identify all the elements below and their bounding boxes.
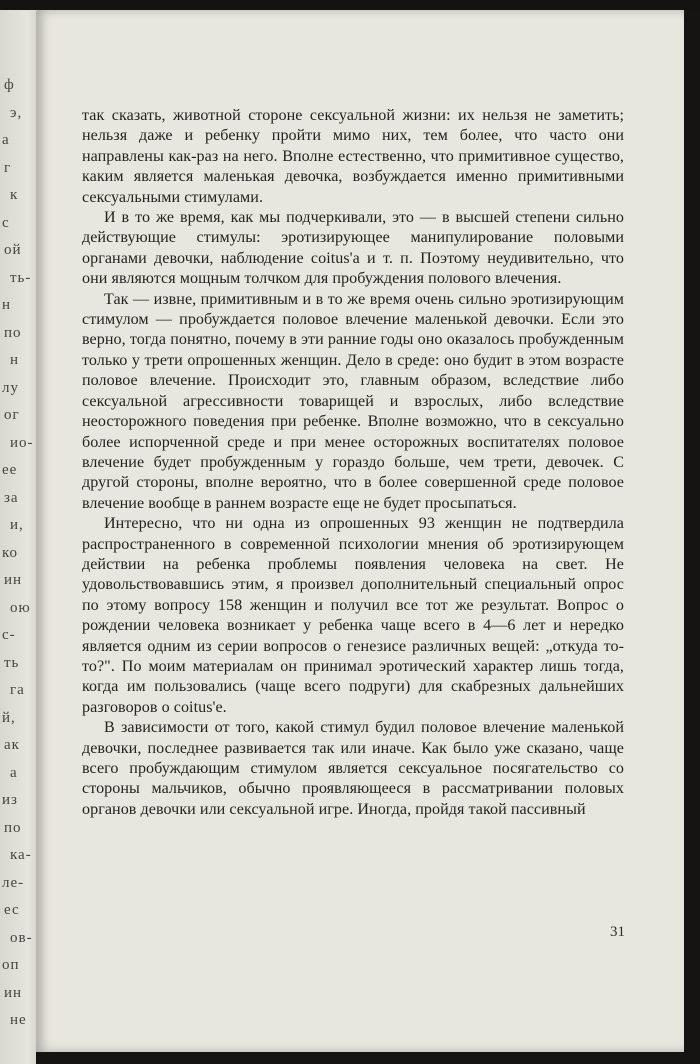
paragraph: Так — извне, примитивным и в то же время очень сильно эротизирующим стимулом — пробуждается половое влечение маленькой девочки. Если это верно, тогда понятно, почему в эти ранние годы оно оказалось пробужденным только у трети опрошенных женщин. Дело в среде: оно будит в этом возрасте половое влечение. Происходит это, главным образом, вследствие либо сексуальной агрессивности товарищей и взрослых, либо вследствие неосторожного поведения при ребенке. Вполне возможно, что в сексуально более испорченной среде и при менее осторожных воспитателях половое влечение будет пробужденным у гораздо больше, чем трети, девочек. С другой стороны, вполне вероятно, что в более совершенной среде половое влечение вообще в раннем возрасте еще не будет просыпаться. — [82, 290, 624, 512]
facing-page-fragment: с — [2, 214, 10, 231]
paragraph: Интересно, что ни одна из опрошенных 93 женщин не подтвердила распространенного в современной психологии мнения об эротизирующем действии на ребенка проблемы появления человека на свет. Не удовольствовавшись этим, я произвел дополнительный специальный опрос по этому вопросу 158 женщин и получил все тот же результат. Вопрос о рождении человека возникает у ребенка чаще всего в 4—6 лет и нередко является одним из серии вопросов о генезисе различных вещей: „откуда то-то?". По моим материалам он принимал эротический характер лишь тогда, когда им пользовались (чаще всего подруги) для скабрезных дальнейших разговоров о coitus'е. — [82, 515, 624, 716]
facing-page-fragment: ой — [4, 242, 22, 258]
facing-page-fragment: с- — [2, 627, 16, 643]
facing-page-fragment: а — [10, 764, 18, 781]
facing-page-fragment: ка- — [10, 847, 32, 863]
facing-page-fragment: лу — [2, 379, 19, 396]
facing-page-fragment: за — [4, 489, 19, 506]
facing-page-fragment: н — [10, 352, 20, 368]
facing-page-fragment: ть — [4, 654, 20, 671]
facing-page-fragment: г — [4, 159, 12, 176]
photo-background-top — [0, 0, 700, 10]
facing-page-fragment: а — [2, 132, 10, 148]
paragraph: И в то же время, как мы подчеркивали, это — в высшей степени сильно действующие стимулы: эротизирующее манипулирование половыми органами девочки, наблюдение coitus'а и т. п. Поэтому неудивительно, что они являются мощным толчком для пробуждения полового влечения. — [82, 209, 624, 288]
facing-page-fragment: ак — [4, 737, 20, 753]
facing-page-fragment: к — [10, 187, 19, 203]
facing-page-fragment: н — [2, 297, 12, 313]
facing-page-fragment: ов- — [10, 929, 33, 946]
paragraph: В зависимости от того, какой стимул будил половое влечение маленькой девочки, последнее развивается так или иначе. Как было уже сказано, чаще всего пробуждающим стимулом является сексуальное посягательство со стороны мальчиков, обычно проявляющееся в рассматривании половых органов девочки или сексуальной игре. Иногда, пройдя такой пассивный — [82, 719, 624, 818]
facing-page-fragment: и, — [10, 517, 24, 533]
book-page — [36, 10, 684, 1052]
facing-page-fragment: й, — [2, 709, 16, 726]
facing-page-fragment: ес — [4, 902, 20, 918]
facing-page-fragment: из — [2, 792, 18, 808]
photo-background-right — [684, 10, 700, 1064]
facing-page-fragment: ко — [2, 544, 19, 561]
facing-page-fragment: э, — [10, 104, 23, 121]
facing-page-fragment: ф — [4, 77, 15, 93]
photo-background-bottom — [36, 1052, 700, 1064]
facing-page-fragment: по — [4, 819, 22, 836]
facing-page-fragment: не — [10, 1012, 27, 1028]
facing-page-fragment: ле- — [2, 874, 25, 891]
facing-page-fragment: по — [4, 324, 22, 341]
page-body-text — [82, 106, 624, 820]
facing-page-fragment: ин — [4, 572, 23, 588]
facing-page-fragment: ог — [4, 407, 20, 423]
facing-page-fragment: ее — [2, 462, 18, 478]
facing-page-fragment: ио- — [10, 434, 34, 451]
paragraph: так сказать, животной стороне сексуальной жизни: их нельзя не заметить; нельзя даже и ребенку пройти мимо них, тем более, что часто они направлены как-раз на него. Вполне естественно, что примитивное существо, каким является маленькая девочка, возбуждается именно примитивными сексуальными стимулами. — [82, 107, 624, 206]
facing-page-fragment: га — [10, 682, 25, 698]
page-number: 31 — [610, 924, 625, 940]
facing-page-fragment: ин — [4, 984, 23, 1001]
facing-page-fragment: ою — [10, 599, 31, 616]
facing-page-fragment: оп — [2, 957, 20, 973]
facing-page-fragment: ть- — [10, 269, 32, 286]
